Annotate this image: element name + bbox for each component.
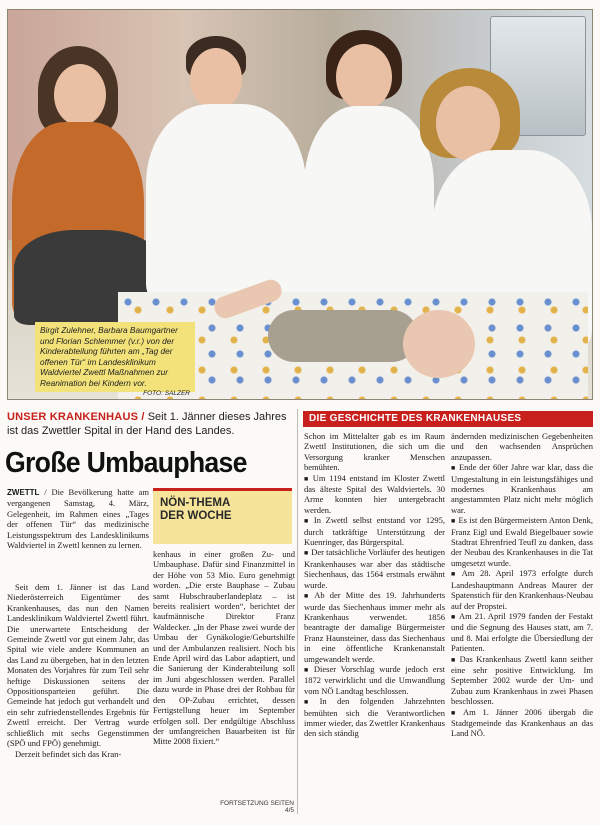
history-intro: Schon im Mittelalter gab es im Raum Zwettl Institutionen, die sich um die Versorgung kranker Menschen bemühten.: [304, 431, 445, 473]
history-item: ■ Am 1. Jänner 2006 übergab die Stadtgemeinde das Krankenhaus an das Land NÖ.: [451, 707, 593, 739]
article-column-1: [7, 582, 149, 759]
theme-of-week-box: [153, 488, 292, 544]
kicker-text: Seit 1. Jänner dieses Jahres ist das Zwettler Spital in der Hand des Landes.: [7, 411, 287, 437]
person-face: [336, 44, 392, 110]
lead-place: ZWETTL: [7, 488, 40, 497]
history-item: ■ Am 28. April 1973 erfolgte durch Landeshauptmann Andreas Maurer der Spatenstich für den Krankenhaus-Neubau auf der Propstei.: [451, 568, 593, 611]
history-section-bar: DIE GESCHICHTE DES KRANKENHAUSES: [303, 411, 593, 427]
person-face: [54, 64, 106, 126]
article-column-2: [153, 549, 295, 747]
article-headline: Große Umbauphase: [5, 447, 247, 479]
history-continuation: ändernden medizinischen Gegebenheiten und den wachsenden Ansprüchen anzupassen.: [451, 431, 593, 462]
caption-text: Birgit Zulehner, Barbara Baumgartner und Florian Schlemmer (v.r.) von der Kinderabteilung führten am „Tag der offenen Tür“ im Landesklinikum Waldviertel Zwettl Maßnahmen zur Reanimation bei Kindern vor.: [40, 325, 178, 388]
theme-line: DER WOCHE: [160, 510, 232, 522]
article-kicker: [7, 410, 295, 438]
article-paragraph: Derzeit befindet sich das Kran-: [15, 748, 122, 759]
column-divider: [297, 409, 298, 814]
history-item: ■ Ab der Mitte des 19. Jahrhunderts wurde das Siechenhaus immer mehr als Krankenhaus verwendet. 1856 beantragte der damalige Bürgermeister Franz Haunsteiner, dass das Siechenhaus in eine öffentliche Krankenanstalt umgewandelt werde.: [304, 590, 445, 664]
section-tag: UNSER KRANKENHAUS /: [7, 411, 145, 423]
history-column-2: [451, 431, 593, 739]
theme-line: NÖN-THEMA: [160, 497, 231, 509]
history-item: ■ In den folgenden Jahrzehnten bemühten sich die Verantwortlichen immer wieder, das Zwettler Krankenhaus den sich ständig: [304, 696, 445, 739]
history-column-1: [304, 431, 445, 739]
photo-caption: [35, 322, 195, 397]
continuation-note: FORTSETZUNG SEITEN 4/5: [220, 800, 294, 814]
person-coat: [304, 106, 434, 306]
history-item: ■ Es ist den Bürgermeistern Anton Denk, Franz Eigl und Ewald Biegelbauer sowie Stadtrat Ehrenfried Teufl zu danken, dass der Neubau des Krankenhauses in die Tat umgesetzt wurde.: [451, 515, 593, 568]
training-doll-head: [403, 310, 475, 378]
person-face: [190, 48, 242, 110]
history-item: ■ Um 1194 entstand im Kloster Zwettl das älteste Spital des Waldviertels. 30 Arme konnten hier untergebracht werden.: [304, 473, 445, 516]
article-paragraph: Seit dem 1. Jänner ist das Land Niederösterreich Eigentümer des Krankenhauses, das nun den Namen Landesklinikum Waldviertel Zwettl führt. Die unerwartete Entscheidung der Gemeinde Zwettl vor gut einem Jahr, das Spital wie viele andere Kommunen an das Land zu übergeben, hat in den letzten Monaten des Vorjahres für zum Teil sehr heftige Diskussionen seitens der Oppositionsparteien geführt. Die Gemeinde hat jedoch gut verhandelt und ein sehr zufriedenstellendes Ergebnis für Zwettl erreicht. Der Vertrag wurde schließlich mit sechs Gegenstimmen (SPÖ und FPÖ) genehmigt.: [7, 582, 149, 749]
person-coat: [146, 104, 306, 304]
history-item: ■ Dieser Vorschlag wurde jedoch erst 1872 verwirklicht und die Umwandlung vom NÖ Landtag beschlossen.: [304, 664, 445, 696]
history-item: ■ In Zwettl selbst entstand vor 1295, durch tatkräftige Unterstützung der Kuenringer, das Bürgerspital.: [304, 515, 445, 547]
history-item: ■ Am 21. April 1979 fanden der Festakt und die Segnung des Hauses statt, am 7. und 8. Mai erfolgte die Übersiedlung der Patienten.: [451, 611, 593, 654]
person-face: [436, 86, 500, 160]
lead-text: / Die Bevölkerung hatte am vergangenen Samstag, 4. März, Gelegenheit, im Rahmen eines „Tages der offenen Tür“ das medizinische Leistungsspektrum des Landesklinikums Waldviertel in Zwettl kennen zu lernen.: [7, 487, 149, 551]
history-item: ■ Ende der 60er Jahre war klar, dass die Umgestaltung in ein leistungsfähiges und modernes Krankenhaus am angestammten Platz nicht mehr möglich war.: [451, 462, 593, 515]
article-lead: [7, 487, 149, 550]
photo-credit: FOTO: SALZER: [143, 390, 190, 397]
history-item: ■ Der tatsächliche Vorläufer des heutigen Krankenhauses war aber das städtische Siechenhaus, das 1564 erstmals erwähnt wurde.: [304, 547, 445, 590]
article-paragraph: kenhaus in einer großen Zu- und Umbauphase. Dafür sind Finanzmittel in der Höhe von 53 Mio. Euro genehmigt worden. „Die erste Bauphase – Zubau samt Hubschrauberlandeplatz – ist bereits realisiert worden“, berichtet der kaufmännische Direktor Franz Waldecker. „In der Phase zwei wurde der Umbau der Gynäkologie/Geburtshilfe und der Ambulanzen realisiert. Noch bis Ende April wird das Labor adaptiert, und die Sanierung der Kinderabteilung soll im Juni abgeschlossen werden. Parallel dazu wurde in Phase drei der Rohbau für den OP-Zubau errichtet, dessen Fertigstellung heuer im September erfolgen soll. Der endgültige Abschluss der umfangreichen Bauarbeiten ist für Mitte 2008 fixiert.“: [153, 549, 295, 747]
training-doll-body: [268, 310, 418, 362]
history-item: ■ Das Krankenhaus Zwettl kann seither eine sehr positive Entwicklung. Im September 2002 wurde der Um- und Zubau zum Krankenhaus in zwei Phasen beschlossen.: [451, 654, 593, 707]
